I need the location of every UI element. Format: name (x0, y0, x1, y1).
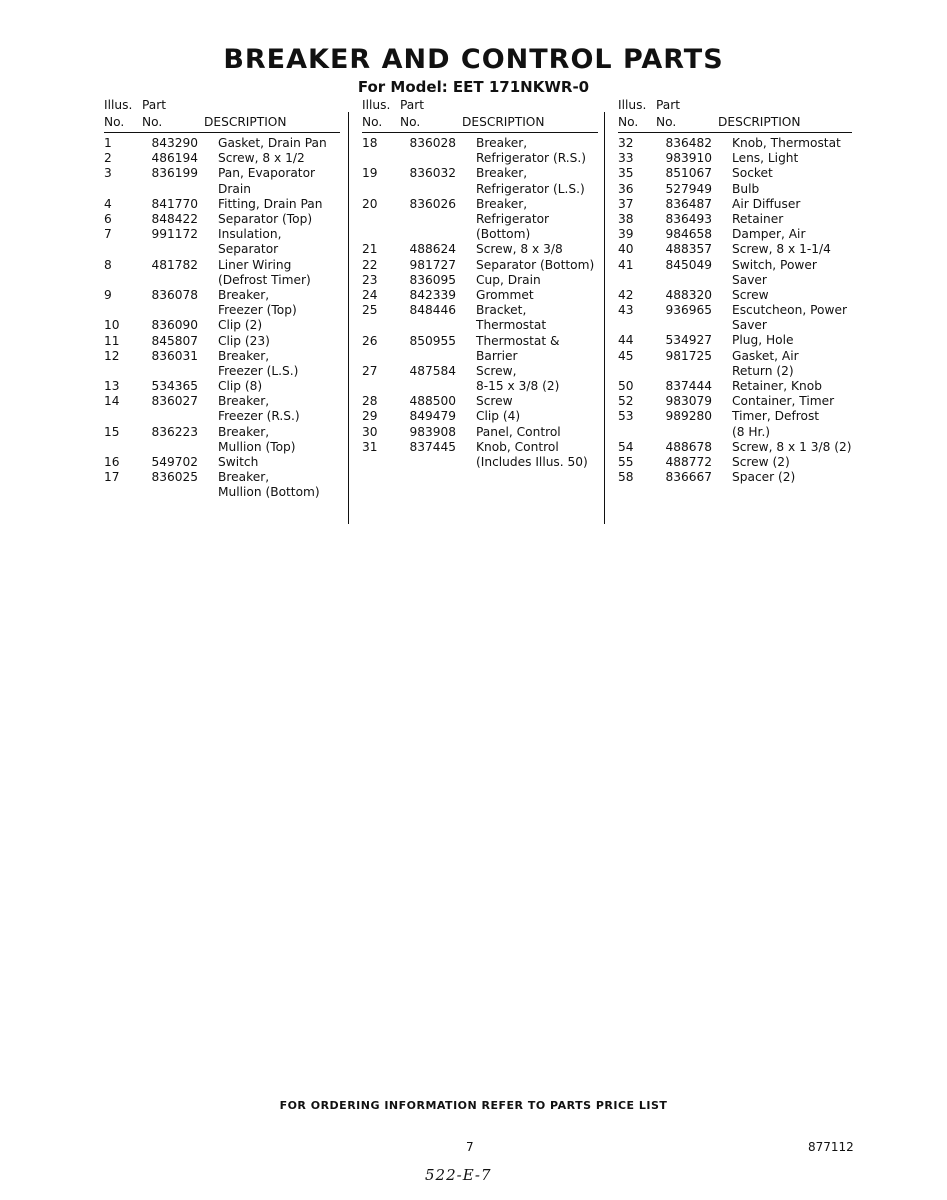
part-description (218, 212, 312, 227)
description-line: Breaker, (476, 136, 528, 150)
part-description (476, 394, 513, 409)
illus-number: 10 (104, 318, 120, 333)
description-line: Panel, Control (476, 424, 561, 439)
description-line: Separator (Top) (218, 211, 313, 226)
description-line: Mullion (Bottom) (218, 485, 320, 500)
part-description (218, 151, 305, 166)
description-line: Switch, Power (732, 257, 817, 272)
illus-number: 54 (618, 439, 634, 454)
illus-number: 30 (362, 424, 378, 439)
part-number: 488624 (409, 242, 456, 257)
illus-number: 37 (618, 196, 634, 211)
part-description (476, 273, 541, 288)
part-number: 836493 (665, 211, 712, 226)
part-number: 984658 (665, 227, 712, 242)
part-number: 836025 (151, 470, 198, 485)
description-line: Saver (732, 272, 767, 287)
part-number: 527949 (665, 181, 712, 196)
part-number: 836032 (409, 166, 456, 181)
illus-number: 38 (618, 211, 634, 226)
part-description (732, 394, 834, 409)
part-number: 845807 (151, 333, 198, 348)
part-description (732, 151, 798, 166)
illus-number: 35 (618, 166, 634, 181)
part-number: 983910 (665, 151, 712, 166)
description-line: Bulb (732, 181, 760, 196)
part-description (218, 136, 327, 151)
part-no-label: No. (400, 115, 421, 129)
description-line: Knob, Control (476, 439, 559, 454)
illus-number: 16 (104, 455, 120, 470)
column-divider (604, 112, 605, 524)
part-number: 836026 (409, 196, 456, 211)
handwritten-note: 522-E-7 (425, 1166, 492, 1184)
part-number: 837445 (409, 439, 456, 454)
part-number: 989280 (665, 409, 712, 424)
illus-label: Illus. (362, 98, 391, 112)
part-number: 850955 (409, 333, 456, 348)
description-line: Plug, Hole (732, 333, 794, 348)
part-description (732, 303, 847, 333)
part-description (476, 425, 561, 440)
part-description (476, 258, 594, 273)
illus-number: 12 (104, 348, 120, 363)
part-number: 836078 (151, 287, 198, 302)
description-line: Fitting, Drain Pan (218, 196, 323, 211)
description-line: Screw (476, 394, 513, 409)
model-subtitle: For Model: EET 171NKWR-0 (357, 78, 590, 96)
part-description (476, 364, 559, 394)
illus-number: 42 (618, 287, 634, 302)
illus-number: 21 (362, 242, 378, 257)
part-description (732, 349, 799, 379)
illus-number: 11 (104, 333, 120, 348)
description-line: Gasket, Drain Pan (218, 136, 327, 150)
part-description (476, 303, 546, 333)
description-line: Bracket, (476, 303, 527, 318)
illus-number: 58 (618, 470, 634, 485)
header-rule (362, 132, 598, 133)
part-description (476, 166, 585, 196)
description-line: Separator (218, 242, 279, 257)
part-description (218, 166, 315, 196)
illus-number: 28 (362, 394, 378, 409)
part-number: 534927 (665, 333, 712, 348)
header-rule (618, 132, 852, 133)
description-line: Screw (2) (732, 455, 790, 469)
part-number: 936965 (665, 303, 712, 318)
description-line: Barrier (476, 348, 518, 363)
description-label: DESCRIPTION (204, 115, 287, 129)
part-description (218, 470, 320, 500)
part-number: 836031 (151, 348, 198, 363)
description-line: Thermostat & (476, 333, 560, 348)
description-line: Clip (8) (218, 379, 263, 394)
illus-number: 29 (362, 409, 378, 424)
part-number: 983079 (665, 394, 712, 409)
part-number: 851067 (665, 166, 712, 181)
part-number: 849479 (409, 409, 456, 424)
column-divider (348, 112, 349, 524)
description-line: Liner Wiring (218, 257, 292, 272)
part-description (476, 136, 586, 166)
part-number: 836199 (151, 166, 198, 181)
description-line: Pan, Evaporator (218, 166, 316, 181)
illus-number: 25 (362, 303, 378, 318)
illus-number: 26 (362, 333, 378, 348)
description-line: Breaker, (218, 348, 270, 363)
part-number: 486194 (151, 151, 198, 166)
part-number: 836487 (665, 196, 712, 211)
description-line: (Includes Illus. 50) (476, 455, 588, 470)
description-line: (Bottom) (476, 227, 531, 242)
header-rule (104, 132, 340, 133)
part-label: Part (400, 98, 425, 112)
part-number: 842339 (409, 287, 456, 302)
part-description (732, 136, 841, 151)
description-line: Spacer (2) (732, 470, 796, 485)
description-line: Clip (4) (476, 409, 521, 424)
part-number: 836027 (151, 394, 198, 409)
description-line: Freezer (Top) (218, 303, 297, 318)
illus-number: 2 (104, 151, 112, 166)
illus-number: 8 (104, 257, 112, 272)
part-number: 981725 (665, 348, 712, 363)
description-line: Screw, 8 x 1 3/8 (2) (732, 439, 852, 454)
description-line: Return (2) (732, 363, 794, 378)
part-number: 981727 (409, 257, 456, 272)
illus-number: 27 (362, 363, 378, 378)
description-line: Retainer, Knob (732, 379, 822, 394)
part-number: 836095 (409, 272, 456, 287)
part-description (732, 470, 795, 485)
description-line: Insulation, (218, 227, 282, 242)
part-number: 481782 (151, 257, 198, 272)
illus-no-label: No. (362, 115, 383, 129)
illus-number: 24 (362, 287, 378, 302)
description-line: Clip (2) (218, 318, 263, 333)
part-number: 488320 (665, 287, 712, 302)
illus-number: 9 (104, 287, 112, 302)
part-number: 848422 (151, 211, 198, 226)
part-description (476, 288, 534, 303)
description-line: Breaker, (476, 166, 528, 181)
illus-number: 40 (618, 242, 634, 257)
description-line: Separator (Bottom) (476, 257, 595, 272)
illus-number: 55 (618, 455, 634, 469)
description-line: Cup, Drain (476, 272, 541, 287)
part-description (732, 182, 759, 197)
description-line: Mullion (Top) (218, 439, 296, 454)
description-line: Screw, 8 x 3/8 (476, 242, 563, 257)
description-line: (8 Hr.) (732, 424, 771, 439)
illus-number: 18 (362, 136, 378, 150)
description-line: Grommet (476, 287, 534, 302)
part-description (218, 455, 258, 470)
part-number: 549702 (151, 455, 198, 470)
part-number: 843290 (151, 136, 198, 150)
description-line: 8-15 x 3/8 (2) (476, 379, 560, 394)
part-description (476, 242, 563, 257)
illus-number: 39 (618, 227, 634, 242)
document-number: 877112 (808, 1140, 854, 1154)
illus-number: 43 (618, 303, 634, 318)
part-number: 488678 (665, 439, 712, 454)
part-description (732, 227, 805, 242)
illus-number: 31 (362, 439, 378, 454)
illus-number: 41 (618, 257, 634, 272)
description-line: Damper, Air (732, 227, 806, 242)
part-number: 488357 (665, 242, 712, 257)
part-description (732, 242, 831, 257)
description-line: Retainer (732, 211, 784, 226)
description-line: Socket (732, 166, 773, 181)
description-line: Screw, 8 x 1/2 (218, 151, 305, 166)
illus-number: 4 (104, 196, 112, 211)
illus-number: 6 (104, 211, 112, 226)
description-line: Freezer (R.S.) (218, 409, 300, 424)
description-line: Timer, Defrost (732, 409, 820, 424)
illus-number: 32 (618, 136, 634, 150)
illus-number: 14 (104, 394, 120, 409)
part-number: 836223 (151, 424, 198, 439)
part-description (476, 334, 560, 364)
description-line: Breaker, (218, 424, 270, 439)
part-description (732, 288, 769, 303)
part-number: 836028 (409, 136, 456, 150)
description-line: Screw, 8 x 1-1/4 (732, 242, 831, 257)
illus-no-label: No. (618, 115, 639, 129)
part-number: 836482 (665, 136, 712, 150)
part-description (218, 318, 262, 333)
part-description (218, 379, 262, 394)
illus-number: 1 (104, 136, 112, 150)
illus-no-label: No. (104, 115, 125, 129)
illus-number: 19 (362, 166, 378, 181)
part-description (732, 333, 793, 348)
part-number: 836090 (151, 318, 198, 333)
part-description (732, 379, 822, 394)
illus-number: 36 (618, 181, 634, 196)
part-number: 991172 (151, 227, 198, 242)
part-number: 534365 (151, 379, 198, 394)
description-line: Refrigerator (476, 211, 550, 226)
illus-number: 20 (362, 196, 378, 211)
part-description (476, 197, 549, 243)
part-description (732, 409, 819, 439)
part-description (218, 394, 300, 424)
description-line: Refrigerator (R.S.) (476, 151, 586, 166)
illus-number: 52 (618, 394, 634, 409)
part-number: 836667 (665, 470, 712, 485)
part-description (732, 258, 817, 288)
part-number: 837444 (665, 379, 712, 394)
description-label: DESCRIPTION (462, 115, 545, 129)
illus-number: 15 (104, 424, 120, 439)
description-line: Saver (732, 318, 767, 333)
description-line: Breaker, (476, 196, 528, 211)
part-label: Part (656, 98, 681, 112)
illus-number: 53 (618, 409, 634, 424)
illus-number: 23 (362, 272, 378, 287)
part-description (476, 409, 520, 424)
illus-number: 22 (362, 257, 378, 272)
description-line: Container, Timer (732, 394, 835, 409)
part-number: 487584 (409, 363, 456, 378)
description-line: Switch (218, 455, 259, 470)
part-description (732, 212, 783, 227)
description-line: Screw, (476, 363, 517, 378)
description-line: Clip (23) (218, 333, 270, 348)
part-number: 845049 (665, 257, 712, 272)
description-line: Gasket, Air (732, 348, 799, 363)
illus-number: 3 (104, 166, 112, 181)
illus-number: 50 (618, 379, 634, 394)
description-line: Air Diffuser (732, 196, 801, 211)
part-description (732, 197, 800, 212)
part-no-label: No. (656, 115, 677, 129)
part-no-label: No. (142, 115, 163, 129)
description-line: Screw (732, 287, 769, 302)
part-description (218, 258, 311, 288)
description-line: Lens, Light (732, 151, 799, 166)
description-line: Breaker, (218, 287, 270, 302)
part-description (732, 455, 790, 470)
part-number: 841770 (151, 196, 198, 211)
part-number: 488772 (665, 455, 712, 469)
description-line: Refrigerator (L.S.) (476, 181, 585, 196)
description-line: Freezer (L.S.) (218, 363, 299, 378)
part-number: 848446 (409, 303, 456, 318)
illus-number: 45 (618, 348, 634, 363)
illus-number: 7 (104, 227, 112, 242)
illus-number: 13 (104, 379, 120, 394)
part-description (218, 334, 270, 349)
description-line: Escutcheon, Power (732, 303, 847, 318)
illus-number: 17 (104, 470, 120, 485)
part-description (218, 288, 297, 318)
description-line: (Defrost Timer) (218, 272, 311, 287)
description-label: DESCRIPTION (718, 115, 801, 129)
ordering-note: FOR ORDERING INFORMATION REFER TO PARTS PRICE LIST (279, 1099, 668, 1112)
description-line: Breaker, (218, 394, 270, 409)
part-number: 488500 (409, 394, 456, 409)
illus-label: Illus. (618, 98, 647, 112)
part-number: 983908 (409, 424, 456, 439)
page-number: 7 (466, 1140, 474, 1154)
description-line: Knob, Thermostat (732, 136, 841, 150)
page-title: BREAKER AND CONTROL PARTS (223, 44, 724, 75)
description-line: Drain (218, 181, 251, 196)
illus-number: 33 (618, 151, 634, 166)
part-description (218, 197, 323, 212)
part-description (218, 349, 298, 379)
description-line: Breaker, (218, 470, 270, 485)
part-label: Part (142, 98, 167, 112)
part-description (732, 440, 852, 455)
illus-number: 44 (618, 333, 634, 348)
description-line: Thermostat (476, 318, 547, 333)
part-description (732, 166, 773, 181)
part-description (476, 440, 588, 470)
part-description (218, 227, 281, 257)
illus-label: Illus. (104, 98, 133, 112)
part-description (218, 425, 296, 455)
